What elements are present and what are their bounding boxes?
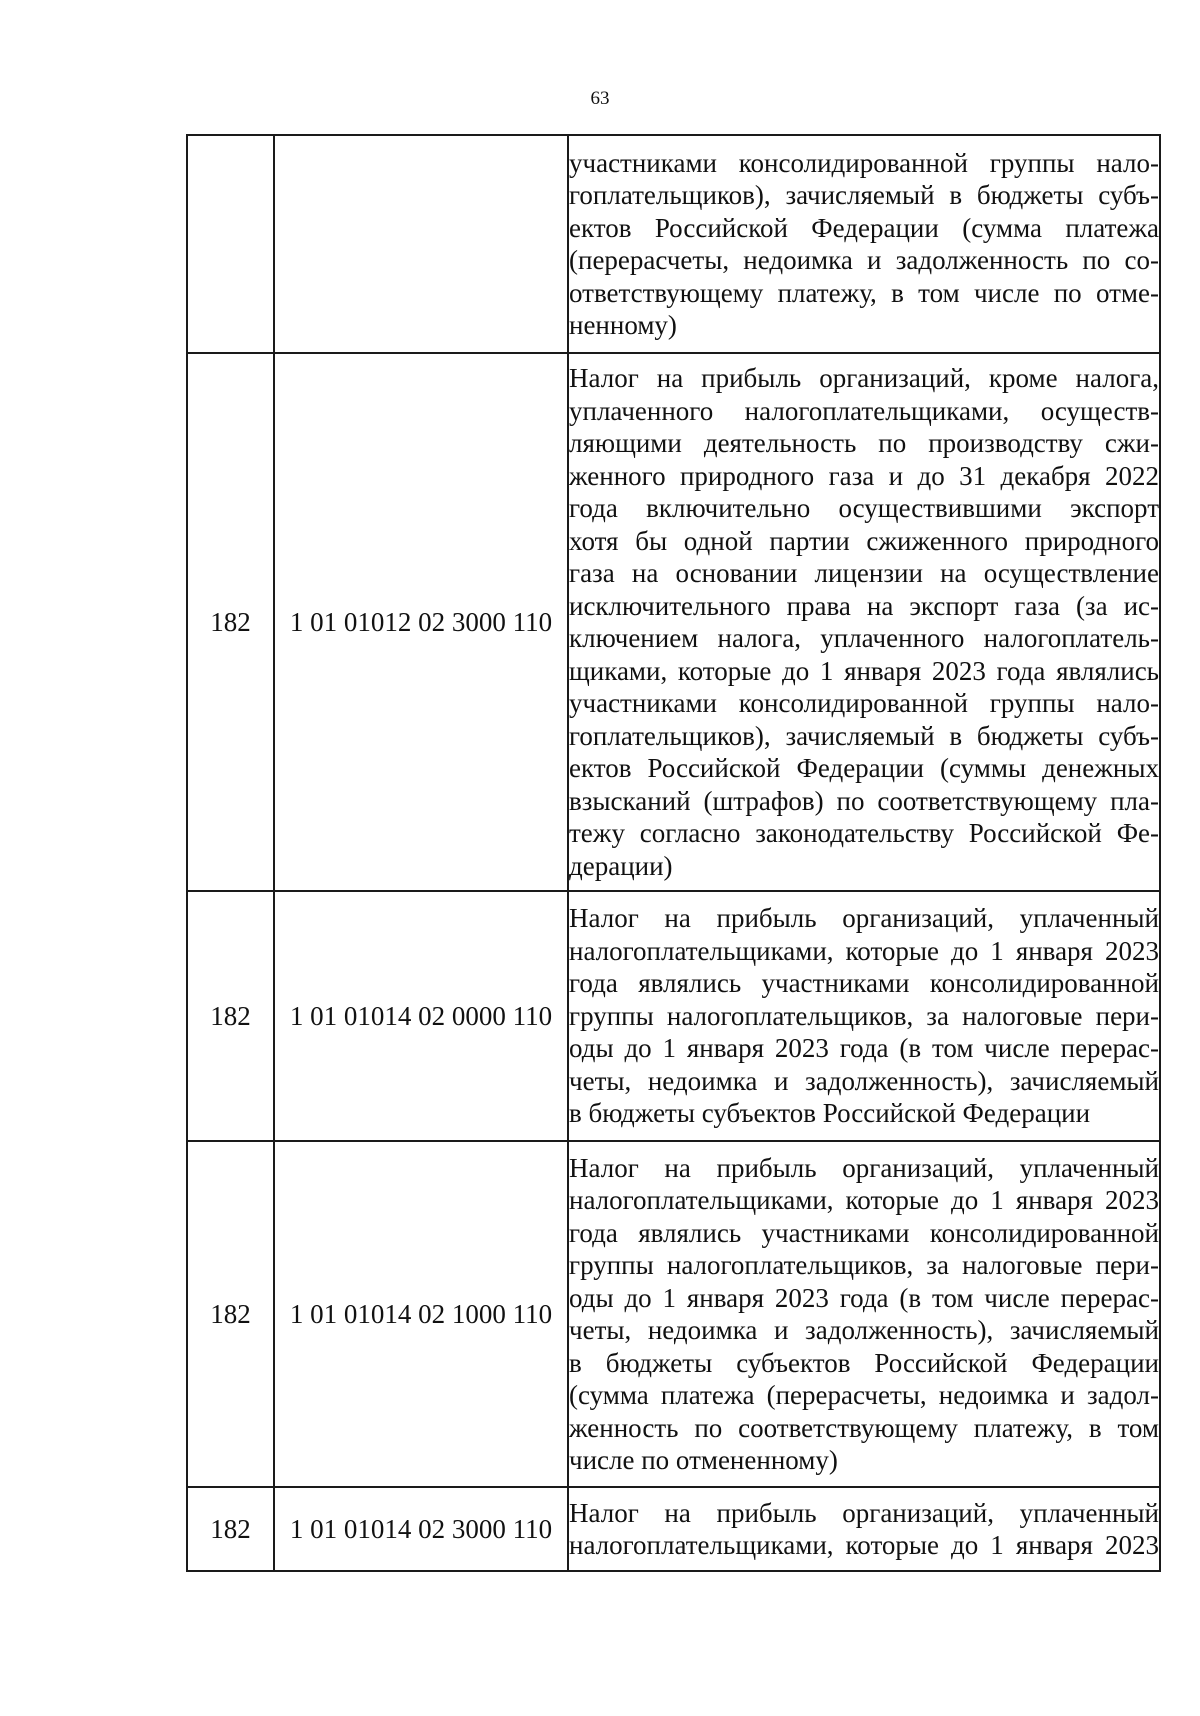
description-line: числе по отмененному) [569,1445,838,1475]
budget-classification-table [186,134,1161,1572]
table-row [187,135,1160,353]
description-line: взысканий (штрафов) по соответствующему пла- [569,785,1159,816]
description-cell [568,1141,1160,1487]
admin-code-cell: 182 [187,1141,274,1487]
admin-code-cell [187,135,274,353]
description-line: ненному) [569,310,677,340]
admin-code-cell: 182 [187,353,274,891]
description-line: налогоплательщиками, которые до 1 января 2023 [569,935,1159,966]
budget-code-cell [274,135,568,353]
description-line: налогоплательщиками, которые до 1 января 2023 [569,1185,1159,1215]
admin-code-cell: 182 [187,891,274,1141]
description-line: дерации) [569,850,673,881]
description-line: (перерасчеты, недоимка и задолженность по со- [569,245,1159,275]
description-line: четы, недоимка и задолженность), зачисляемый [569,1065,1159,1096]
admin-code-cell: 182 [187,1487,274,1571]
description-line: налогоплательщиками, которые до 1 января 2023 [569,1530,1159,1560]
description-line: года включительно осуществившими экспорт [569,493,1159,523]
description-line: газа на основании лицензии на осуществление [569,558,1159,588]
page-number: 63 [590,88,610,109]
description-line: группы налогоплательщиков, за налоговые пери- [569,1000,1159,1031]
description-line: участниками консолидированной группы нало- [569,688,1159,718]
description-line: в бюджеты субъектов Российской Федерации [569,1347,1159,1378]
description-cell [568,353,1160,891]
description-line: ключением налога, уплаченного налогоплатель- [569,623,1159,653]
description-line: женность по соответствующему платежу, в том [569,1412,1159,1443]
description-line: Налог на прибыль организаций, уплаченный [569,903,1159,934]
description-line: гоплательщиков), зачисляемый в бюджеты субъ- [569,720,1159,751]
description-line: тежу согласно законодательству Российской Фе- [569,818,1159,848]
description-line: года являлись участниками консолидированной [569,1217,1159,1248]
budget-code-cell: 1 01 01014 02 1000 110 [274,1141,568,1487]
description-line: гоплательщиков), зачисляемый в бюджеты субъ- [569,180,1159,210]
description-line: ектов Российской Федерации (сумма платежа [569,212,1159,243]
table-row [187,1487,1160,1571]
table-body [187,135,1160,1571]
description-line: в бюджеты субъектов Российской Федерации [569,1098,1091,1129]
description-line: Налог на прибыль организаций, кроме налога, [569,363,1159,393]
description-line: уплаченного налогоплательщиками, осуществ- [569,395,1159,426]
description-line: участниками консолидированной группы нало- [569,147,1159,178]
table-row [187,1141,1160,1487]
budget-code-cell: 1 01 01014 02 3000 110 [274,1487,568,1571]
description-line: года являлись участниками консолидированной [569,968,1159,999]
description-line: оды до 1 января 2023 года (в том числе перерас- [569,1033,1159,1064]
description-line: исключительного права на экспорт газа (за ис- [569,590,1159,621]
description-line: щиками, которые до 1 января 2023 года являлись [569,655,1159,686]
description-cell [568,891,1160,1141]
table-row [187,891,1160,1141]
description-line: ектов Российской Федерации (суммы денежных [569,753,1159,783]
budget-code-cell: 1 01 01014 02 0000 110 [274,891,568,1141]
description-line: группы налогоплательщиков, за налоговые пери- [569,1250,1159,1280]
description-line: оды до 1 января 2023 года (в том числе перерас- [569,1282,1159,1313]
budget-code-cell: 1 01 01012 02 3000 110 [274,353,568,891]
description-line: Налог на прибыль организаций, уплаченный [569,1497,1159,1528]
description-line: хотя бы одной партии сжиженного природного [569,525,1159,556]
description-line: четы, недоимка и задолженность), зачисляемый [569,1315,1159,1345]
description-cell [568,135,1160,353]
description-cell [568,1487,1160,1571]
description-line: ответствующему платежу, в том числе по отме- [569,277,1159,308]
description-line: (сумма платежа (перерасчеты, недоимка и задол- [569,1380,1159,1410]
table-row [187,353,1160,891]
description-line: женного природного газа и до 31 декабря 2022 [569,460,1159,491]
description-line: Налог на прибыль организаций, уплаченный [569,1152,1159,1183]
description-line: ляющими деятельность по производству сжи- [569,428,1159,458]
